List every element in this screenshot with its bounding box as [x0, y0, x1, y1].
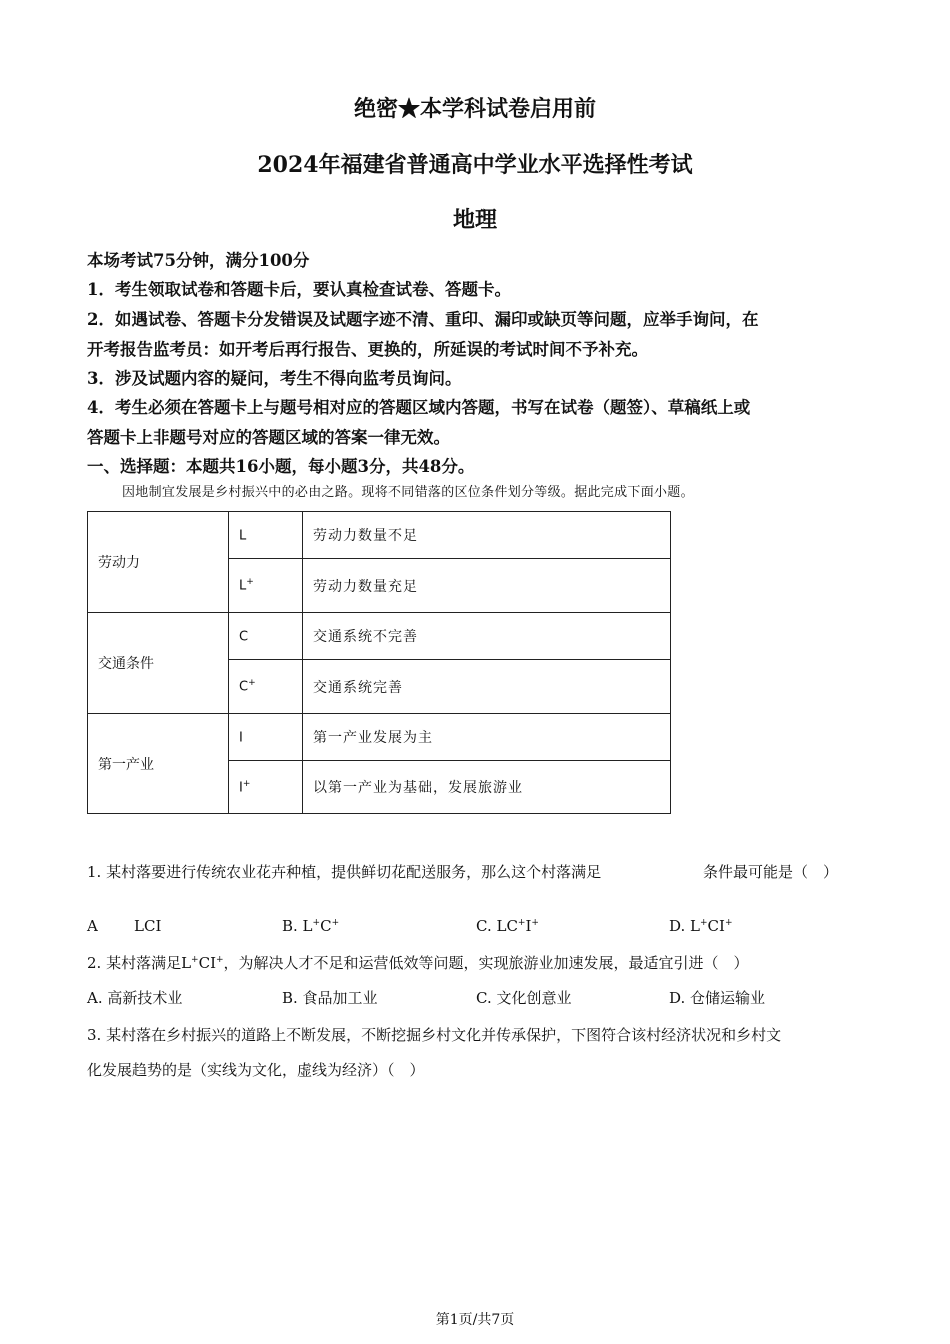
secret-label: 绝密★本学科试卷启用前 — [353, 96, 596, 122]
q2-stem: 2. 某村落满足L+CI+，为解决人才不足和运营低效等问题，实现旅游业加速发展，最适宜引进（ ） — [87, 954, 749, 972]
exam-title: 2024年福建省普通高中学业水平选择性考试 — [257, 152, 693, 178]
instruction-2b: 开考报告监考员：如开考后再行报告、更换的，所延误的考试时间不予补充。 — [87, 340, 648, 359]
subject-title: 地理 — [452, 207, 497, 233]
table-code: L+ — [229, 559, 303, 613]
page-footer: 第1页/共7页 — [435, 1312, 515, 1328]
table-category: 交通条件 — [88, 613, 229, 714]
table-desc: 劳动力数量不足 — [303, 512, 671, 559]
exam-time: 本场考试75分钟，满分100分 — [87, 251, 310, 270]
instruction-4b: 答题卡上非题号对应的答题区域的答案一律无效。 — [87, 428, 450, 447]
table-category: 第一产业 — [88, 714, 229, 814]
instruction-3: 3．涉及试题内容的疑问，考生不得向监考员询问。 — [87, 369, 462, 388]
q1-option-d: D. L+CI+ — [669, 917, 733, 935]
table-code: I+ — [229, 761, 303, 814]
question-intro: 因地制宜发展是乡村振兴中的必由之路。现将不同错落的区位条件划分等级。据此完成下面小题。 — [122, 485, 694, 500]
table-desc: 以第一产业为基础，发展旅游业 — [303, 761, 671, 814]
table-code: C — [229, 613, 303, 660]
q1-stem-b: 条件最可能是（ ） — [703, 863, 839, 881]
q1-option-a-letter: A — [87, 917, 98, 935]
table-desc: 交通系统不完善 — [303, 613, 671, 660]
table-code: I — [229, 714, 303, 761]
q1-option-c: C. LC+I+ — [476, 917, 539, 935]
q1-stem-a: 1. 某村落要进行传统农业花卉种植，提供鲜切花配送服务，那么这个村落满足 — [87, 863, 602, 881]
q2-option-c: C. 文化创意业 — [476, 989, 572, 1007]
instruction-2a: 2．如遇试卷、答题卡分发错误及试题字迹不清、重印、漏印或缺页等问题，应举手询问，在 — [87, 310, 759, 329]
table-code: C+ — [229, 660, 303, 714]
instruction-4a: 4．考生必须在答题卡上与题号相对应的答题区域内答题，书写在试卷（题签）、草稿纸上或 — [87, 398, 751, 417]
q2-option-d: D. 仓储运输业 — [669, 989, 766, 1007]
table-category: 劳动力 — [88, 512, 229, 613]
q3-stem-a: 3. 某村落在乡村振兴的道路上不断发展，不断挖掘乡村文化并传承保护，下图符合该村经济状况和乡村文 — [87, 1026, 782, 1044]
section-heading: 一、选择题：本题共16小题，每小题3分，共48分。 — [87, 457, 475, 476]
q1-option-b: B. L+C+ — [282, 917, 340, 935]
q2-option-a: A. 高新技术业 — [87, 989, 183, 1007]
table-desc: 交通系统完善 — [303, 660, 671, 714]
table-desc: 第一产业发展为主 — [303, 714, 671, 761]
q2-option-b: B. 食品加工业 — [282, 989, 378, 1007]
location-conditions-table — [87, 511, 671, 814]
table-desc: 劳动力数量充足 — [303, 559, 671, 613]
q3-stem-b: 化发展趋势的是（实线为文化，虚线为经济）（ ） — [87, 1061, 425, 1079]
q1-option-a-text: LCI — [134, 917, 162, 935]
table-code: L — [229, 512, 303, 559]
instruction-1: 1．考生领取试卷和答题卡后，要认真检查试卷、答题卡。 — [87, 280, 511, 299]
